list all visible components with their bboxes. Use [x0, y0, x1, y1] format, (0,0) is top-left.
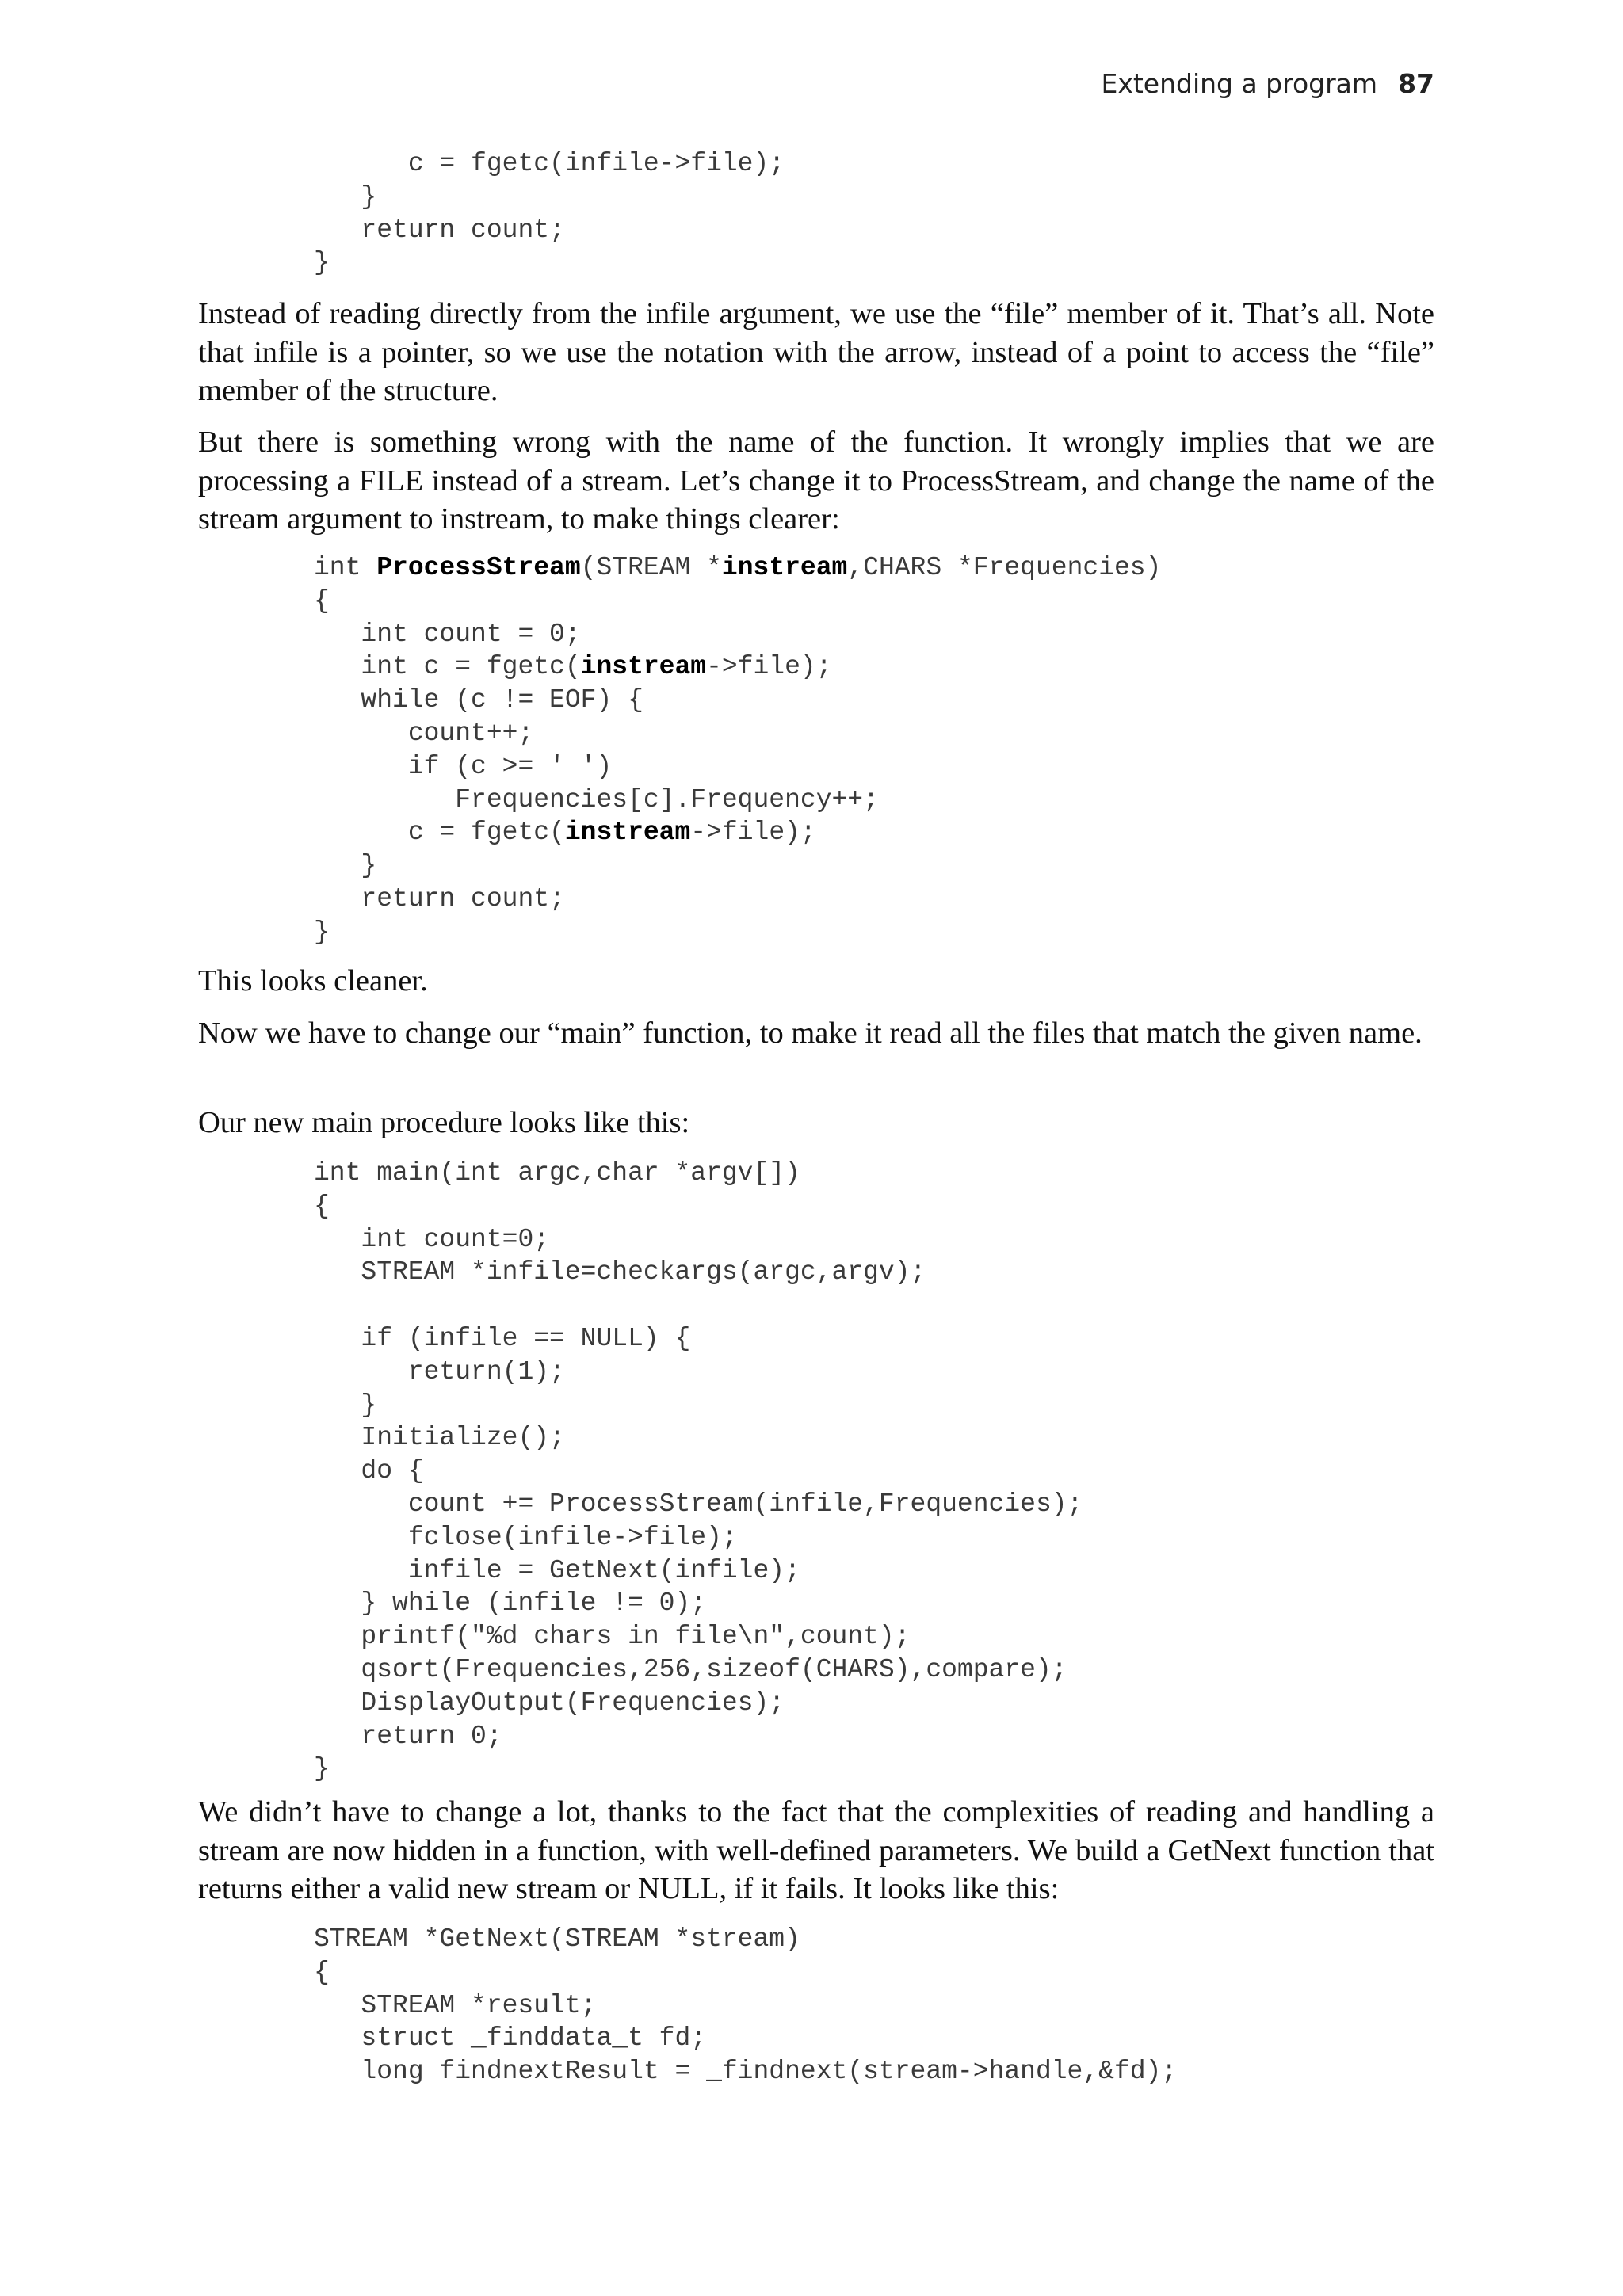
running-header	[198, 68, 1434, 108]
code-fgetc-loop-suffix: ->file);	[690, 818, 816, 848]
code-fgetc-call-prefix: int c = fgetc(	[314, 652, 581, 682]
code-fgetc-call-suffix: ->file);	[706, 652, 832, 682]
code-function-name: ProcessStream	[376, 553, 581, 582]
code-instream-ref-loop: instream	[564, 818, 691, 848]
code-param-instream: instream	[721, 553, 848, 582]
code-loop-body: while (c != EOF) { count++; if (c >= ' ') Frequencies[c].Frequency++;	[361, 685, 879, 814]
paragraph-infile-member: Instead of reading directly from the infile argument, we use the “file” member of it. That’s all. Note that infile is a pointer, so we use the notation with the arrow, instead of a point to access the “file” member of the structure.	[198, 297, 1434, 407]
paragraph-rename-function: But there is something wrong with the name of the function. It wrongly implies that we are processing a FILE instead of a stream. Let’s change it to ProcessStream, and change the name of the stream argument to instream, to make things clearer:	[198, 425, 1434, 536]
code-block-getnext: STREAM *GetNext(STREAM *stream) { STREAM *result; struct _finddata_t fd; long findnextResult = _findnext(stream->handle,&fd);	[314, 1924, 1178, 2087]
code-block-fgetc-tail: c = fgetc(infile->file); } return count; }	[314, 149, 785, 278]
section-title: Extending a program	[1101, 68, 1378, 99]
paragraph-new-main: Our new main procedure looks like this:	[198, 1106, 690, 1139]
code-keyword-int: int	[314, 553, 377, 582]
code-block-main: int main(int argc,char *argv[]) { int count=0; STREAM *infile=checkargs(argc,argv); if (infile == NULL) { return(1); } Initialize(); do { count += ProcessStream(infile,Frequencies); fclose(infile->file); infile = GetNext(infile); } while (infile != 0); printf("%d chars in file\n",count); qsort(Frequencies,256,sizeof(CHARS),compare); DisplayOutput(Frequencies); return 0; }	[314, 1158, 1083, 1784]
paragraph-change-main: Now we have to change our “main” function, to make it read all the files that match the given name.	[198, 1016, 1423, 1050]
code-body-end: } return count; }	[314, 851, 565, 947]
paragraph-getnext: We didn’t have to change a lot, thanks to the fact that the complexities of reading and handling a stream are now hidden in a function, with well-defined parameters. We build a GetNext function that returns either a valid new stream or NULL, if it fails. It looks like this:	[198, 1795, 1434, 1905]
page-number: 87	[1398, 68, 1434, 99]
code-block-processstream	[314, 551, 1161, 949]
code-instream-ref: instream	[580, 652, 707, 682]
code-param-rest: ,CHARS *Frequencies)	[847, 553, 1162, 582]
code-body-start: { int count = 0;	[314, 585, 581, 649]
code-param-type: (STREAM *	[580, 553, 722, 582]
paragraph-cleaner: This looks cleaner.	[198, 964, 428, 997]
code-fgetc-loop-prefix: c = fgetc(	[314, 818, 565, 848]
